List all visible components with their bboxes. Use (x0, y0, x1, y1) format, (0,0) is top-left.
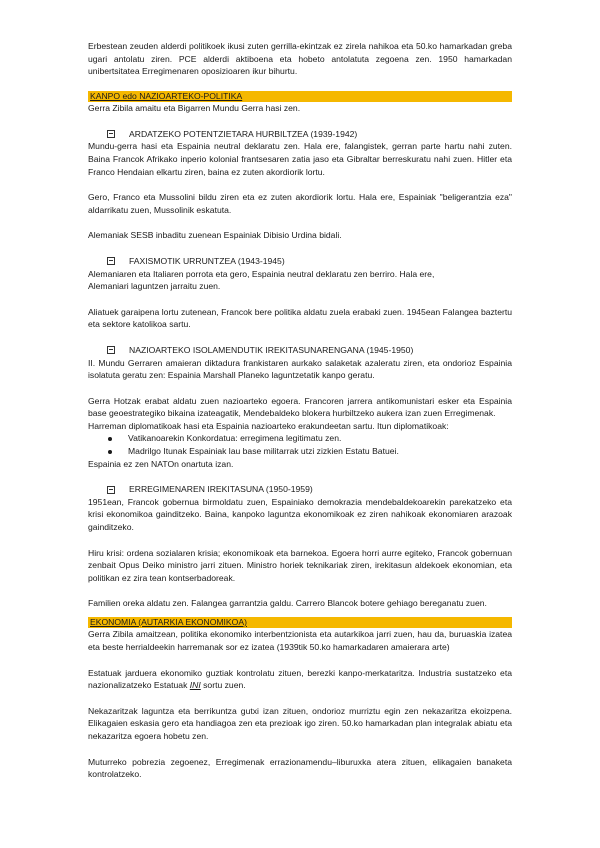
list-item (88, 432, 512, 445)
section-header-label: EKONOMIA (AUTARKIA EKONOMIKOA) (90, 617, 247, 627)
intro-paragraph: Erbestean zeuden alderdi politikoek ikusi zuten gerrilla-ekintzak ez zirela nahikoa eta 50.ko hamarkadan greba ugari antolatu ziren. PCE alderdi aktiboena eta hobeto antolatuta zegoena zen. 1950 hamarkadan unibertsitatea Erregimenaren oposizioaren ikur bihurtu. (88, 41, 512, 77)
ini-link: INI (189, 680, 201, 691)
subsection-faxismotik (88, 255, 512, 268)
paragraph: Harreman diplomatikoak hasi eta Espainia nazioarteko erakundeetan sartu. Itun diplomatikoak: (88, 420, 449, 431)
bullet-box-icon (107, 486, 115, 494)
paragraph: Familien oreka aldatu zen. Falangea garrantzia galdu. Carrero Blancok botere gehiago bereganatu zuen. (88, 598, 487, 609)
bullet-box-icon (107, 130, 115, 138)
paragraph: Gerra Zibila amaitzean, politika ekonomiko interbentzionista eta autarkikoa jarri zuen, hau da, buruaskia izatea eta beste herrialdeekin harremanak sor ez izatea (1939tik 50.ko hamarkadaren amaierara arte) (88, 629, 512, 652)
subsection-title: ARDATZEKO POTENTZIETARA HURBILTZEA (1939-1942) (129, 128, 358, 139)
paragraph: Mundu-gerra hasi eta Espainia neutral deklaratu zen. Hala ere, falangistek, gerran parte hartu nahi zuten. Baina Francok Afrikako inperio kolonial frantsesaren zatia jaso eta Gibraltar berreskuratu nahi zuen. Hitler eta Franco Hendaian elkartu ziren, baina ez zuten akordiorik lortu. (88, 141, 512, 177)
paragraph: 1951ean, Francok gobernua birmoldatu zuen, Espainiako demokrazia mendebaldekoarekin parekatzeko eta krisi ekonomikoa gainditzeko. Baina, kanpoko laguntza ekonomikoak ez ziren nahikoak ekonomiaren arazoak gainditzeko. (88, 496, 512, 533)
paragraph: Alemaniari laguntzen jarraitu zuen. (88, 281, 221, 292)
subsection-title: FAXISMOTIK URRUNTZEA (1943-1945) (129, 255, 285, 266)
section-header-label: KANPO edo NAZIOARTEKO-POLITIKA (90, 90, 243, 101)
paragraph: Espainia ez zen NATOn onartuta izan. (88, 458, 234, 469)
paragraph: Muturreko pobrezia zegoenez, Erregimenak errazionamendu–liburuxka atera zituen, elikagaien banaketa kontrolatzeko. (88, 756, 512, 780)
list-item (88, 445, 512, 458)
text-run: sortu zuen. (200, 680, 246, 691)
paragraph: Alemaniak SESB inbaditu zuenean Espainiak Dibisio Urdina bidali. (88, 230, 342, 241)
text-run: Estatuak jarduera ekonomiko guztiak kontrolatu zituen, berezki kanpo-merkataritza. Industria sustatzeko eta nazionalizatzeko Estatuak (88, 667, 512, 691)
bullet-icon (108, 450, 112, 454)
paragraph: Alemaniaren eta Italiaren porrota eta gero, Espainia neutral deklaratu zen berriro. Hala ere, (88, 268, 435, 279)
paragraph: Hiru krisi: ordena sozialaren krisia; ekonomikoak eta barnekoa. Egoera horri aurre egiteko, Francok gobernuan zenbait Opus Deiko ministro jarri zituen. Ministro horiek teknikariak ziren, irekitasun aldekoek ekonomian, eta politikan ez zira tean kontserbadoreak. (88, 547, 512, 583)
paragraph: II. Mundu Gerraren amaieran diktadura frankistaren aurkako salaketak azaleratu ziren, eta ondorioz Espainia isolatuta geratu zen: Espainia Marshall Planeko laguntzetatik kanpo geratu. (88, 357, 512, 381)
subsection-title: NAZIOARTEKO ISOLAMENDUTIK IREKITASUNARENGANA (1945-1950) (129, 344, 414, 355)
subsection-nazioarteko (88, 344, 512, 357)
kanpo-intro: Gerra Zibila amaitu eta Bigarren Mundu Gerra hasi zen. (88, 103, 301, 114)
paragraph: Gerra Hotzak erabat aldatu zuen nazioarteko egoera. Francoren jarrera antikomunistari esker eta Espainia base geoestrategiko bikaina izateagatik, Mendebaldeko blokera hurbiltzeko aukera izan zuen Erregimenak. (88, 395, 512, 419)
subsection-title: ERREGIMENAREN IREKITASUNA (1950-1959) (129, 484, 313, 495)
bullet-box-icon (107, 257, 115, 265)
bullet-icon (108, 437, 112, 441)
paragraph: Nekazaritzak laguntza eta berrikuntza gutxi izan zituen, ondorioz murriztu egin zen nekazaritza ekoizpena. Elikagaien eskasia gero eta handiagoa zen eta prezioak igo ziren. 50.ko hamarkadan plan integralak abiatu eta nekazaritza egoera hobetu zen. (88, 705, 512, 741)
section-header-ekonomia (88, 617, 512, 628)
list-item-text: Madrilgo Itunak Espainiak lau base militarrak utzi zizkien Estatu Batuei. (128, 446, 399, 457)
section-header-kanpo (88, 91, 512, 102)
subsection-ardatzeko (88, 128, 512, 141)
paragraph (88, 667, 512, 692)
subsection-irekitasuna (88, 483, 512, 496)
paragraph: Gero, Franco eta Mussolini bildu ziren eta ez zuten akordiorik lortu. Hala ere, Espainiak "beligerantzia eza" aldarrikatu zuen, Mussolinik eskatuta. (88, 192, 512, 215)
bullet-box-icon (107, 346, 115, 354)
paragraph: Aliatuek garaipena lortu zutenean, Francok bere politika aldatu zuela erabaki zuen. 1945ean Falangea baztertu eta sektore katolikoa sartu. (88, 306, 512, 330)
list-item-text: Vatikanoarekin Konkordatua: erregimena legitimatu zen. (128, 433, 342, 444)
